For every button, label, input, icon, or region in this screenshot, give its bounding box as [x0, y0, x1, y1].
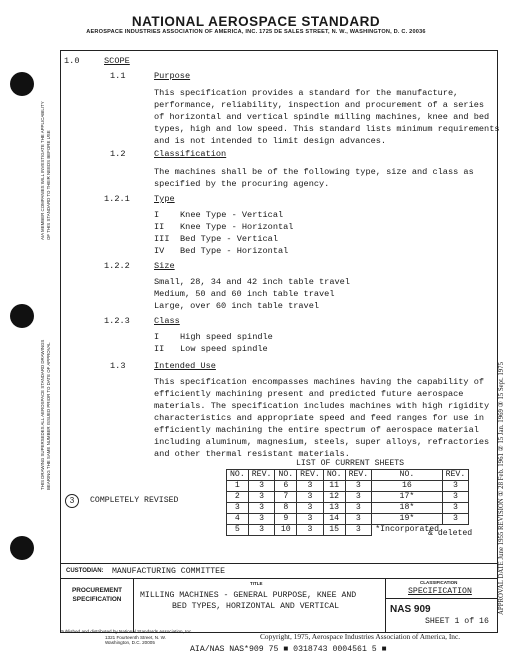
section-1-2-body: The machines shall be of the following type, size and class as specified by the procuring agency.: [154, 167, 474, 189]
type-list: [154, 209, 293, 257]
type-item: IV Bed Type - Horizontal: [154, 246, 289, 256]
size-list: Small, 28, 34 and 42 inch table travel Medium, 50 and 60 inch table travel Large, over 60 inch table travel: [154, 277, 350, 311]
left-margin-notice-top: AIA MEMBER COMPANIES WILL INVESTIGATE THE APPLICABILITY OF THIS STANDARD TO THEIR NEEDS BEFORE USE: [40, 101, 51, 240]
table-row: 3 3 8 3 13 3 18* 3: [227, 503, 469, 514]
class-item: I High speed spindle: [154, 332, 273, 342]
title-block-divider-1: [133, 578, 134, 633]
custodian-value: MANUFACTURING COMMITTEE: [112, 567, 226, 576]
publisher-info: Published and distributed by National Standards Association, Inc. 1321 Fourteenth Street, N. W. Washington, D.C. 20005: [60, 629, 193, 645]
custodian-label: CUSTODIAN:: [66, 568, 104, 574]
class-list: [154, 331, 273, 355]
association-address: AEROSPACE INDUSTRIES ASSOCIATION OF AMERICA, INC. 1725 DE SALES STREET, N. W., WASHINGTON, D. C. 20036: [86, 29, 426, 35]
title-block-class-line: [385, 598, 498, 599]
section-1-2-number: 1.2: [110, 149, 126, 159]
procurement-spec-label: PROCUREMENT SPECIFICATION: [71, 587, 123, 603]
current-sheets-table: [226, 469, 469, 536]
title-block-divider-2: [385, 578, 386, 633]
section-1-2-2-number: 1.2.2: [104, 261, 130, 271]
table-row: 2 3 7 3 12 3 17* 3: [227, 492, 469, 503]
classification-value: SPECIFICATION: [408, 587, 472, 596]
section-1-2-3-number: 1.2.3: [104, 316, 130, 326]
section-1-2-3-title: Class: [154, 316, 180, 326]
class-item: II Low speed spindle: [154, 344, 268, 354]
approval-revision-dates: APPROVAL DATE June 1955 REVISION ① 28 Feb. 1961 ② 15 Jan. 1969 ③ 15 Sept. 1975: [498, 362, 505, 615]
section-1-title: SCOPE: [104, 56, 130, 66]
title-block-custodian-line: [60, 578, 498, 579]
incorporated-footnote: & deleted: [428, 529, 473, 538]
section-1-2-1-number: 1.2.1: [104, 194, 130, 204]
type-item: I Knee Type - Vertical: [154, 210, 284, 220]
revision-circle: 3: [65, 494, 79, 508]
barcode-text: AIA/NAS NAS*909 75 ■ 0318743 0004561 5 ■: [190, 645, 387, 654]
left-margin-notice-bottom: THIS DRAWING SUPERSEDES ALL AEROSPACE STANDARD DRAWINGS BEARING THE SAME NUMBER ISSUED PRIOR TO DATE OF APPROVAL: [40, 339, 51, 490]
classification-label: CLASSIFICATION: [420, 580, 458, 585]
table-row: 5 3 10 3 15 3 *Incorporated: [227, 525, 469, 536]
table-row: 4 3 9 3 14 3 19* 3: [227, 514, 469, 525]
punch-hole-top: [10, 72, 34, 96]
copyright: Copyright, 1975, Aerospace Industries Association of America, Inc.: [260, 632, 461, 641]
section-1-3-body: This specification encompasses machines having the capability of efficiently machining present and predicted future aerospace materials. The specification includes machines with high rigidity characteristics and appropriate speed and feed ranges for use in efficiently machining the entire spectrum of aerospace material including aluminum, magnesium, steels, super alloys, refractories and other thermal resistant materials.: [154, 377, 490, 459]
punch-hole-middle: [10, 304, 34, 328]
section-1-2-2-title: Size: [154, 261, 175, 271]
section-1-3-title: Intended Use: [154, 361, 216, 371]
section-1-number: 1.0: [64, 56, 80, 66]
section-1-1-title: Purpose: [154, 71, 191, 81]
type-item: II Knee Type - Horizontal: [154, 222, 294, 232]
current-sheets-title: LIST OF CURRENT SHEETS: [296, 459, 405, 468]
type-item: III Bed Type - Vertical: [154, 234, 278, 244]
nas-number: NAS 909: [390, 604, 431, 615]
table-header-row: NO. REV. NO. REV. NO. REV. NO. REV.: [227, 470, 469, 481]
document-title: MILLING MACHINES - GENERAL PURPOSE, KNEE AND BED TYPES, HORIZONTAL AND VERTICAL: [140, 591, 357, 611]
table-row: 1 3 6 3 11 3 16 3: [227, 481, 469, 492]
page-title: NATIONAL AEROSPACE STANDARD: [131, 14, 381, 29]
sheet-number: SHEET 1 of 16: [425, 617, 489, 626]
punch-hole-bottom: [10, 536, 34, 560]
section-1-1-number: 1.1: [110, 71, 126, 81]
section-1-2-1-title: Type: [154, 194, 175, 204]
section-1-3-number: 1.3: [110, 361, 126, 371]
section-1-2-title: Classification: [154, 149, 227, 159]
title-block-top-line: [60, 563, 498, 564]
section-1-1-body: This specification provides a standard for the manufacture, performance, reliability, inspection and procurement of a series of horizontal and vertical spindle milling machines, knee and bed types, high and low speed. This standard lists minimum requirements and is not intended to limit design advances.: [154, 88, 500, 146]
revision-note: COMPLETELY REVISED: [90, 496, 179, 505]
title-label: TITLE: [250, 581, 263, 586]
